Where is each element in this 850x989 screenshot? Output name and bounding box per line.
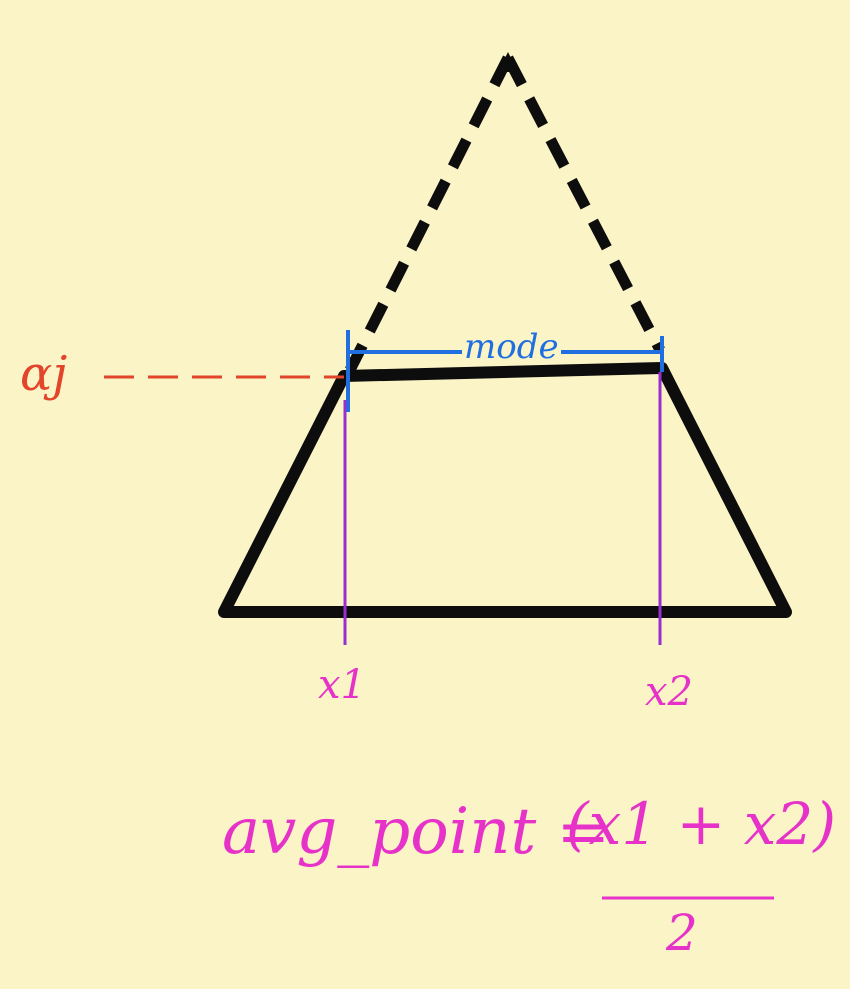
x2-label: x2: [645, 669, 694, 715]
formula-lhs: avg_point =: [222, 795, 611, 869]
trapezoid: [224, 368, 786, 612]
dashed-right-edge: [508, 58, 660, 350]
mode-label: mode: [464, 327, 559, 367]
formula-numerator: (x1 + x2): [566, 790, 836, 858]
dashed-left-edge: [350, 58, 508, 370]
alpha-label: αj: [20, 346, 68, 402]
formula-denominator: 2: [666, 904, 698, 962]
x1-label: x1: [318, 662, 367, 708]
